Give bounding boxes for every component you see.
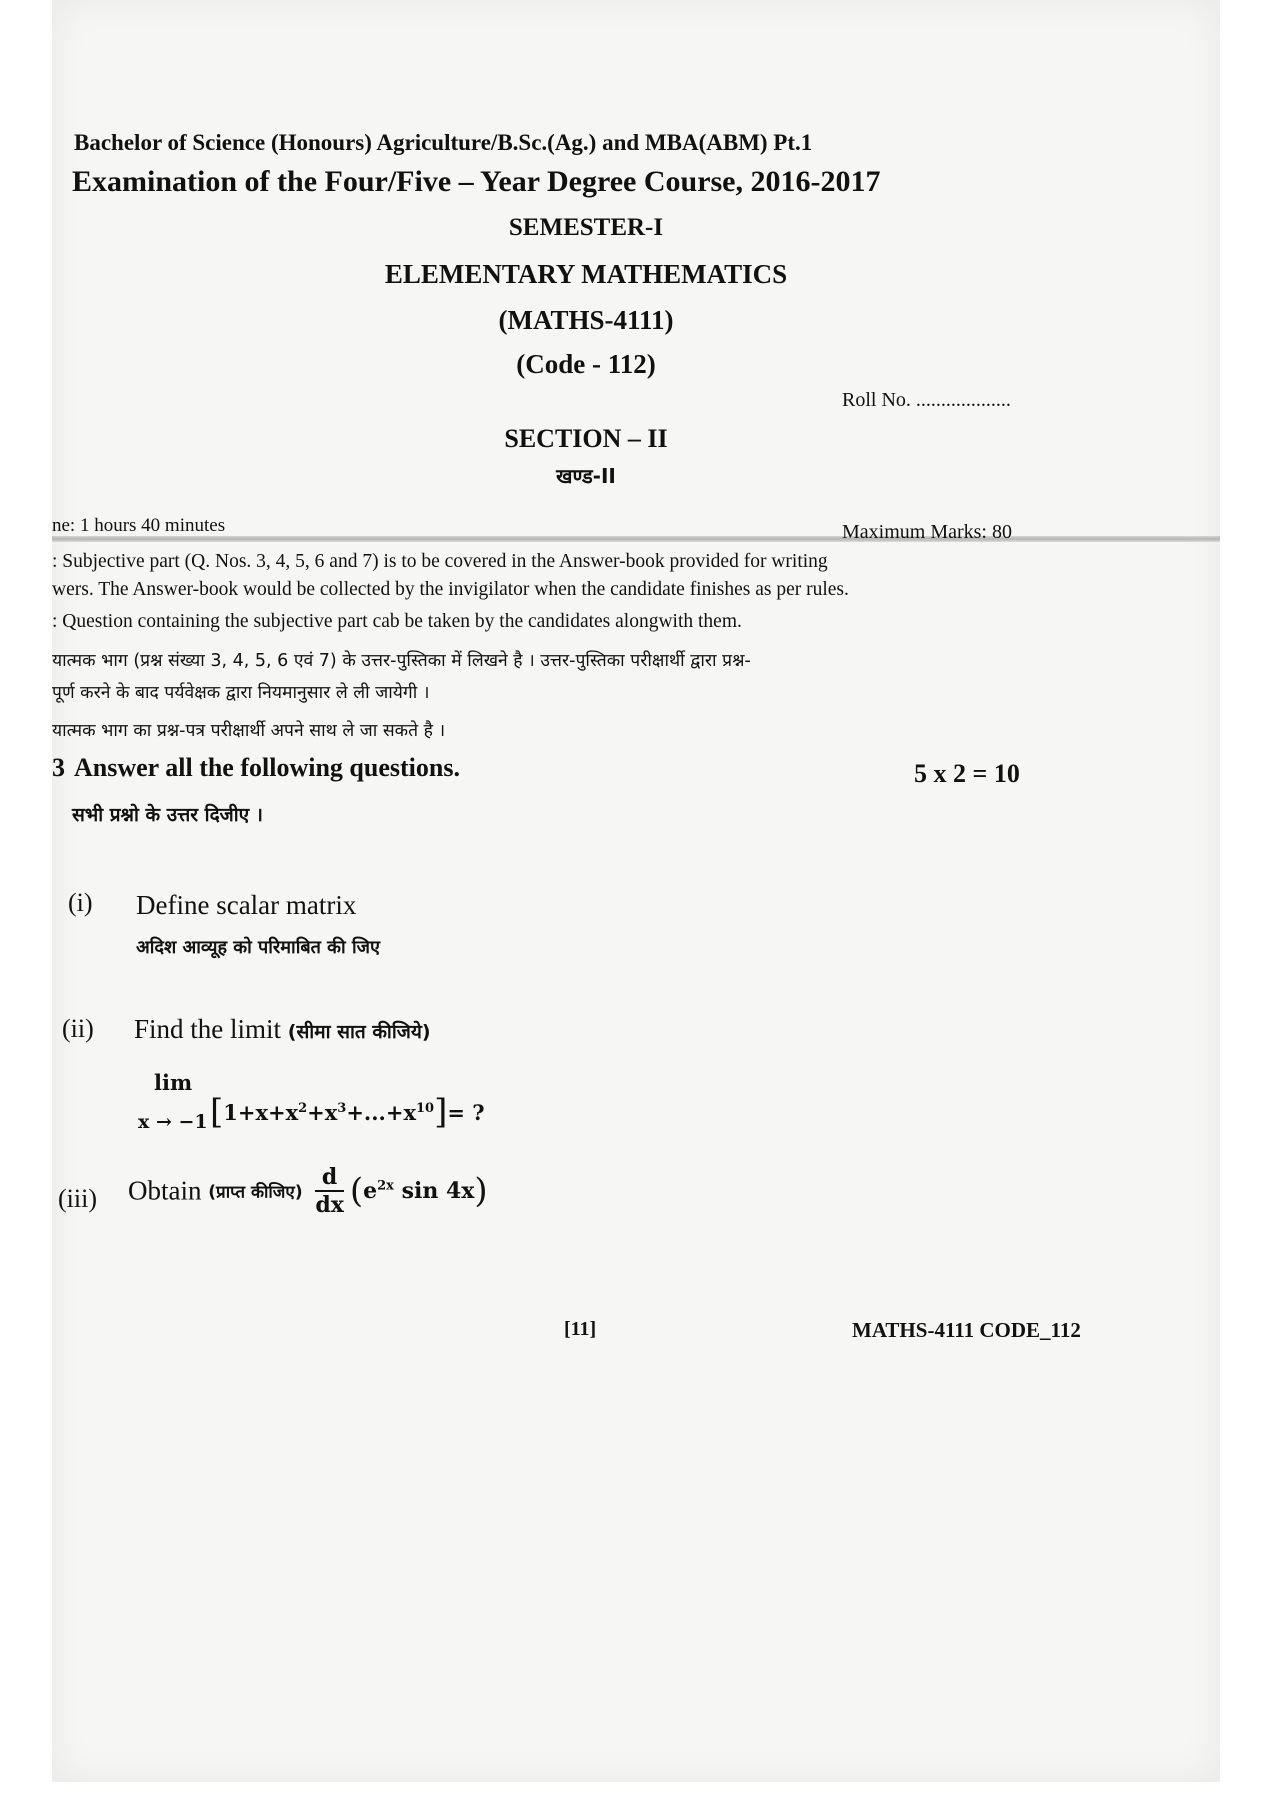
subject-title: ELEMENTARY MATHEMATICS xyxy=(384,259,788,289)
semester-label: SEMESTER-I xyxy=(508,214,664,241)
course-code: (MATHS-4111) xyxy=(498,305,674,335)
limit-expression: $[1+x+x^2+x^3+...+x^{10}]=$ ? xyxy=(210,1092,485,1132)
derivative-fraction: $\frac{d}{dx}$ xyxy=(315,1164,344,1218)
time-allowed: ne: 1 hours 40 minutes xyxy=(52,515,226,536)
part-ii-main: Find the limit xyxy=(134,1014,282,1044)
part-iii-label: (iii) xyxy=(58,1184,97,1213)
part-iii-text: Obtain xyxy=(128,1175,202,1206)
footer-code: MATHS-4111 CODE_112 xyxy=(852,1318,1081,1342)
part-iii-hindi: (प्राप्त कीजिए) xyxy=(208,1182,303,1203)
instruction-hindi-1: यात्मक भाग (प्रश्न संख्या 3, 4, 5, 6 एवं 7) के उत्तर-पुस्तिका में लिखने है । उत्तर-पुस्तिका परीक्षार्थी द्वारा प्रश्न- xyxy=(52,651,751,671)
section-divider xyxy=(52,536,1220,542)
instruction-line-1: : Subjective part (Q. Nos. 3, 4, 5, 6 and 7) is to be covered in the Answer-book provided for writing xyxy=(52,551,828,572)
maximum-marks: Maximum Marks: 80 xyxy=(842,521,1012,543)
section-title-hindi: खण्ड-II xyxy=(556,464,616,488)
instruction-line-3: : Question containing the subjective part cab be taken by the candidates alongwith them. xyxy=(52,611,742,632)
exam-paper xyxy=(52,0,1220,1782)
question-number: 3 xyxy=(52,753,65,782)
limit-word: lim xyxy=(154,1070,193,1095)
question-title: Answer all the following questions. xyxy=(74,753,460,782)
exam-title: Examination of the Four/Five – Year Degree Course, 2016-2017 xyxy=(72,165,881,198)
instruction-line-2: wers. The Answer-book would be collected by the invigilator when the candidate finishes as per rules. xyxy=(52,579,849,600)
part-ii-hindi: (सीमा सात कीजिये) xyxy=(287,1021,431,1043)
question-marks: 5 x 2 = 10 xyxy=(914,759,1020,788)
limit-subscript: x → −1 xyxy=(138,1111,208,1133)
part-i-text: Define scalar matrix xyxy=(136,890,357,920)
roll-number-field: Roll No. ................... xyxy=(842,389,1011,411)
section-title: SECTION – II xyxy=(504,424,668,453)
part-i-hindi: अदिश आव्यूह को परिमाबित की जिए xyxy=(136,937,380,958)
question-title-hindi: सभी प्रश्नो के उत्तर दिजीए । xyxy=(72,804,264,826)
part-ii-label: (ii) xyxy=(62,1014,94,1043)
part-iii-content xyxy=(128,1164,488,1218)
part-ii-text xyxy=(134,1014,431,1045)
instruction-hindi-3: यात्मक भाग का प्रश्न-पत्र परीक्षार्थी अपने साथ ले जा सकते है । xyxy=(52,721,446,741)
derivative-expression: ($e^{2x}$ sin 4x) xyxy=(349,1171,488,1211)
instruction-hindi-2: पूर्ण करने के बाद पर्यवेक्षक द्वारा नियमानुसार ले ली जायेगी । xyxy=(52,683,430,703)
part-i-label: (i) xyxy=(68,888,93,917)
degree-line: Bachelor of Science (Honours) Agriculture/B.Sc.(Ag.) and MBA(ABM) Pt.1 xyxy=(74,130,813,155)
paper-code: (Code - 112) xyxy=(516,349,656,379)
page-number: [11] xyxy=(564,1318,597,1340)
